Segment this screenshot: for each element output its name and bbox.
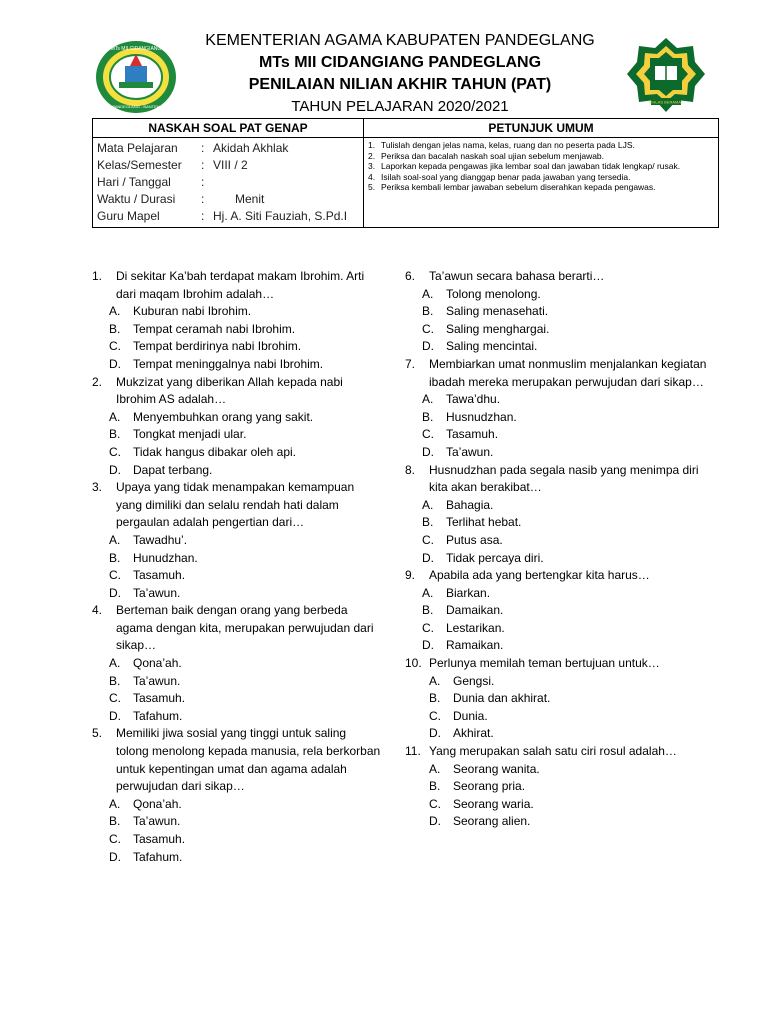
option-text: Bahagia. — [446, 497, 494, 512]
answer-option — [405, 708, 720, 726]
question-number: 4. — [92, 603, 103, 618]
option-letter: B. — [429, 691, 441, 706]
info-field-row — [97, 208, 359, 225]
question-text: Apabila ada yang bertengkar kita harus… — [429, 568, 650, 583]
option-letter: A. — [422, 497, 434, 512]
question-text: Husnudzhan pada segala nasib yang menimpa diri kita akan berakibat… — [429, 462, 699, 495]
instruction-number: 5. — [368, 182, 376, 192]
questions-right-column — [405, 268, 720, 831]
option-text: Dunia dan akhirat. — [453, 691, 551, 706]
option-letter: A. — [422, 392, 434, 407]
option-letter: C. — [422, 620, 434, 635]
option-letter: D. — [422, 638, 434, 653]
ministry-logo — [625, 36, 707, 116]
question-text: Ta’awun secara bahasa berarti… — [429, 269, 605, 283]
question — [405, 743, 720, 761]
answer-option — [92, 585, 382, 603]
question-text: Yang merupakan salah satu ciri rosul adalah… — [429, 744, 677, 759]
option-text: Saling mencintai. — [446, 339, 538, 354]
question-text: Membiarkan umat nonmuslim menjalankan kegiatan ibadah mereka merupakan perwujudan dari sikap… — [429, 356, 707, 389]
exam-header — [0, 30, 768, 115]
option-text: Dapat terbang. — [133, 462, 213, 477]
option-letter: D. — [422, 550, 434, 565]
academic-year: TAHUN PELAJARAN 2020/2021 — [291, 98, 509, 115]
general-instructions — [364, 138, 719, 228]
option-text: Ta’awun. — [446, 444, 494, 459]
option-letter: C. — [109, 568, 121, 583]
option-text: Ramaikan. — [446, 638, 504, 653]
field-colon: : — [201, 209, 205, 223]
option-text: Seorang alien. — [453, 814, 531, 829]
field-key: Hari / Tanggal — [97, 175, 171, 189]
answer-option — [405, 426, 720, 444]
answer-option — [405, 409, 720, 427]
field-value: Menit — [235, 192, 265, 206]
option-letter: C. — [422, 532, 434, 547]
field-key: Guru Mapel — [97, 209, 160, 223]
option-letter: A. — [429, 761, 441, 776]
question — [92, 374, 382, 409]
option-letter: C. — [429, 708, 441, 723]
question — [405, 567, 720, 585]
answer-option — [92, 813, 382, 831]
option-text: Lestarikan. — [446, 620, 505, 635]
field-colon: : — [201, 192, 205, 206]
question-number: 6. — [405, 269, 416, 283]
option-text: Tempat ceramah nabi Ibrohim. — [133, 321, 296, 336]
option-letter: A. — [109, 796, 121, 811]
option-text: Seorang pria. — [453, 779, 526, 794]
question — [405, 356, 720, 391]
question-text: Perlunya memilah teman bertujuan untuk… — [429, 656, 660, 671]
option-letter: B. — [109, 427, 121, 442]
answer-option — [92, 550, 382, 568]
option-text: Saling menasehati. — [446, 304, 549, 319]
option-letter: B. — [422, 603, 434, 618]
option-text: Biarkan. — [446, 585, 491, 600]
instruction-number: 2. — [368, 150, 376, 161]
question — [92, 268, 382, 303]
option-text: Tawa’dhu. — [446, 392, 501, 407]
option-letter: A. — [109, 532, 121, 547]
option-letter: D. — [429, 726, 441, 741]
option-text: Tawadhu’. — [133, 532, 188, 547]
field-colon: : — [201, 175, 205, 189]
option-letter: B. — [422, 304, 434, 319]
answer-option — [92, 426, 382, 444]
option-text: Ta’awun. — [133, 585, 181, 600]
answer-option — [405, 338, 720, 356]
question — [92, 602, 382, 655]
exam-title: PENILAIAN NILIAN AKHIR TAHUN (PAT) — [248, 76, 552, 93]
answer-option — [405, 514, 720, 532]
answer-option — [92, 690, 382, 708]
question-number: 11. — [405, 744, 421, 759]
question-number: 3. — [92, 480, 103, 495]
question — [405, 655, 720, 673]
answer-option — [405, 620, 720, 638]
option-letter: A. — [109, 656, 121, 671]
svg-text:MTs MII CIDANGIANG: MTs MII CIDANGIANG — [110, 46, 162, 52]
question — [405, 268, 720, 286]
answer-option — [92, 532, 382, 550]
answer-option — [405, 497, 720, 515]
question-text: Mukzizat yang diberikan Allah kepada nabi Ibrohim AS adalah… — [116, 374, 343, 407]
answer-option — [405, 444, 720, 462]
question-text: Berteman baik dengan orang yang berbeda agama dengan kita, merupakan perwujudan dari sikap… — [116, 603, 374, 653]
answer-option — [405, 286, 720, 304]
field-value: Akidah Akhlak — [213, 141, 289, 155]
option-text: Husnudzhan. — [446, 409, 517, 424]
option-letter: A. — [109, 304, 121, 319]
option-text: Saling menghargai. — [446, 321, 550, 336]
option-letter: D. — [109, 708, 121, 723]
answer-option — [405, 585, 720, 603]
option-text: Tafahum. — [133, 849, 183, 864]
answer-option — [405, 532, 720, 550]
option-letter: D. — [429, 814, 441, 829]
field-value: VIII / 2 — [213, 158, 248, 172]
option-letter: C. — [429, 796, 441, 811]
title-block — [180, 30, 620, 118]
option-text: Tongkat menjadi ular. — [133, 427, 247, 442]
option-text: Damaikan. — [446, 603, 504, 618]
option-text: Qona’ah. — [133, 656, 182, 671]
option-text: Dunia. — [453, 708, 488, 723]
questions-left-column — [92, 268, 382, 866]
option-letter: D. — [109, 585, 121, 600]
question-number: 5. — [92, 726, 103, 741]
instruction-text: Tulislah dengan jelas nama, kelas, ruang dan no peserta pada LJS. — [381, 140, 635, 150]
svg-text:PANDEGLANG - BANTEN: PANDEGLANG - BANTEN — [112, 104, 160, 109]
option-letter: B. — [422, 515, 434, 530]
option-text: Gengsi. — [453, 673, 495, 688]
exam-info-table — [92, 118, 719, 228]
option-text: Ta’awun. — [133, 814, 181, 829]
answer-option — [92, 655, 382, 673]
question-number: 2. — [92, 374, 103, 389]
option-letter: C. — [109, 691, 121, 706]
instruction-item — [368, 151, 714, 162]
option-text: Ta’awun. — [133, 673, 181, 688]
question — [405, 462, 720, 497]
option-letter: D. — [109, 462, 121, 477]
answer-option — [405, 813, 720, 831]
option-text: Tasamuh. — [446, 427, 499, 442]
option-text: Tolong menolong. — [446, 286, 541, 301]
field-key: Kelas/Semester — [97, 158, 182, 172]
field-key: Mata Pelajaran — [97, 141, 178, 155]
question — [92, 725, 382, 795]
option-text: Terlihat hebat. — [446, 515, 522, 530]
answer-option — [405, 725, 720, 743]
option-letter: B. — [429, 779, 441, 794]
answer-option — [405, 761, 720, 779]
answer-option — [405, 550, 720, 568]
option-letter: C. — [422, 321, 434, 336]
answer-option — [405, 303, 720, 321]
option-letter: A. — [109, 409, 121, 424]
field-key: Waktu / Durasi — [97, 192, 176, 206]
info-field-row — [97, 174, 359, 191]
question-number: 1. — [92, 269, 103, 283]
question-number: 8. — [405, 462, 416, 477]
answer-option — [405, 391, 720, 409]
option-letter: A. — [429, 673, 441, 688]
option-letter: B. — [109, 550, 121, 565]
question — [92, 479, 382, 532]
option-letter: B. — [109, 673, 121, 688]
instruction-text: Periksa dan bacalah naskah soal ujian sebelum menjawab. — [381, 150, 605, 161]
option-letter: C. — [109, 444, 121, 459]
instruction-text: Laporkan kepada pengawas jika lembar soal dan jawaban tidak lengkap/ rusak. — [381, 161, 681, 171]
answer-option — [92, 673, 382, 691]
option-letter: A. — [422, 286, 434, 301]
question-text: Upaya yang tidak menampakan kemampuan yang dimiliki dan selalu rendah hati dalam pergaulan adalah pengertian dari… — [116, 480, 355, 530]
option-letter: C. — [109, 339, 121, 354]
answer-option — [92, 796, 382, 814]
option-letter: C. — [422, 427, 434, 442]
info-field-row — [97, 191, 359, 208]
option-text: Menyembuhkan orang yang sakit. — [133, 409, 314, 424]
option-letter: D. — [109, 356, 121, 371]
option-letter: D. — [109, 849, 121, 864]
instruction-item — [368, 172, 714, 183]
field-colon: : — [201, 158, 205, 172]
question-number: 10. — [405, 656, 422, 671]
instruction-number: 1. — [368, 140, 376, 150]
instruction-item — [368, 182, 714, 193]
instruction-number: 4. — [368, 171, 376, 182]
answer-option — [92, 462, 382, 480]
info-field-row — [97, 140, 359, 157]
answer-option — [92, 708, 382, 726]
field-colon: : — [201, 141, 205, 155]
answer-option — [92, 321, 382, 339]
instruction-item — [368, 140, 714, 151]
option-text: Putus asa. — [446, 532, 503, 547]
option-text: Kuburan nabi Ibrohim. — [133, 304, 252, 319]
option-text: Tasamuh. — [133, 832, 186, 846]
question-number: 9. — [405, 568, 416, 583]
option-letter: B. — [109, 814, 121, 829]
answer-option — [92, 303, 382, 321]
answer-option — [92, 338, 382, 356]
answer-option — [405, 796, 720, 814]
right-table-header: PETUNJUK UMUM — [364, 119, 719, 138]
option-text: Seorang waria. — [453, 796, 534, 811]
answer-option — [405, 602, 720, 620]
answer-option — [92, 356, 382, 374]
left-table-header: NASKAH SOAL PAT GENAP — [93, 119, 364, 138]
answer-option — [92, 567, 382, 585]
option-text: Tempat meninggalnya nabi Ibrohim. — [133, 356, 324, 371]
question-text: Memiliki jiwa sosial yang tinggi untuk saling tolong menolong kepada manusia, rela berkorban untuk kepentingan umat dan agama adalah perwujudan dari sikap… — [116, 726, 381, 794]
option-letter: C. — [109, 832, 121, 846]
svg-text:IKHLAS BERAMAL: IKHLAS BERAMAL — [648, 99, 684, 105]
option-letter: B. — [422, 409, 434, 424]
answer-option — [92, 831, 382, 849]
option-letter: A. — [422, 585, 434, 600]
instruction-item — [368, 161, 714, 172]
answer-option — [92, 444, 382, 462]
option-text: Tidak hangus dibakar oleh api. — [133, 444, 296, 459]
option-text: Tafahum. — [133, 708, 183, 723]
school-name: MTs MII CIDANGIANG PANDEGLANG — [258, 54, 542, 71]
option-letter: D. — [422, 339, 434, 354]
option-text: Akhirat. — [453, 726, 494, 741]
answer-option — [92, 409, 382, 427]
field-value — [213, 174, 359, 191]
exam-details — [93, 138, 364, 228]
option-text: Tasamuh. — [133, 691, 186, 706]
answer-option — [405, 637, 720, 655]
option-letter: D. — [422, 444, 434, 459]
answer-option — [92, 849, 382, 867]
answer-option — [405, 673, 720, 691]
answer-option — [405, 778, 720, 796]
field-value: Hj. A. Siti Fauziah, S.Pd.I — [213, 209, 348, 223]
school-logo — [95, 40, 177, 114]
option-text: Tempat berdirinya nabi Ibrohim. — [133, 339, 302, 354]
instruction-number: 3. — [368, 161, 376, 171]
answer-option — [405, 690, 720, 708]
option-text: Tidak percaya diri. — [446, 550, 544, 565]
ministry-title: KEMENTERIAN AGAMA KABUPATEN PANDEGLANG — [205, 32, 595, 49]
question-number: 7. — [405, 356, 416, 371]
question-text: Di sekitar Ka’bah terdapat makam Ibrohim. Arti dari maqam Ibrohim adalah… — [116, 269, 365, 301]
instruction-text: Isilah soal-soal yang dianggap benar pada jawaban yang tersedia. — [381, 171, 631, 182]
option-text: Hunudzhan. — [133, 550, 198, 565]
option-text: Qona’ah. — [133, 796, 182, 811]
option-letter: B. — [109, 321, 121, 336]
answer-option — [405, 321, 720, 339]
instruction-text: Periksa kembali lembar jawaban sebelum diserahkan kepada pengawas. — [381, 182, 656, 192]
option-text: Tasamuh. — [133, 568, 186, 583]
option-text: Seorang wanita. — [453, 761, 540, 776]
info-field-row — [97, 157, 359, 174]
